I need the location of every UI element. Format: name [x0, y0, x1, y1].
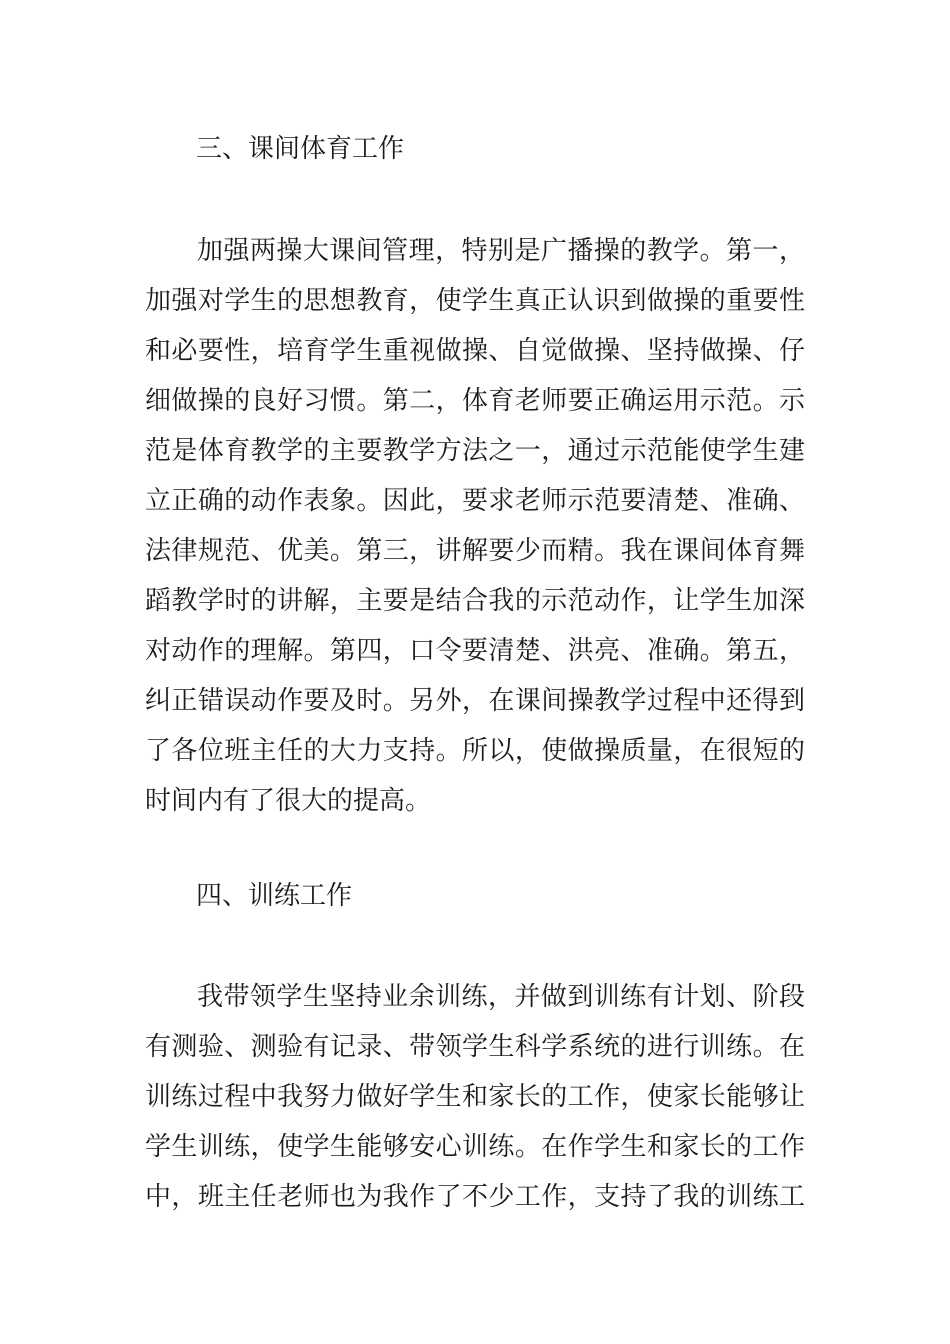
paragraph-line: 立正确的动作表象。因此，要求老师示范要清楚、准确、: [145, 486, 805, 516]
paragraph-line: 法律规范、优美。第三，讲解要少而精。我在课间体育舞: [145, 536, 805, 566]
paragraph-line: 细做操的良好习惯。第二，体育老师要正确运用示范。示: [145, 386, 805, 416]
paragraph-line: 范是体育教学的主要教学方法之一，通过示范能使学生建: [145, 436, 805, 466]
paragraph-line: 蹈教学时的讲解，主要是结合我的示范动作，让学生加深: [145, 586, 805, 616]
paragraph-line: 对动作的理解。第四，口令要清楚、洪亮、准确。第五，: [145, 636, 805, 666]
paragraph-line: 有测验、测验有记录、带领学生科学系统的进行训练。在: [145, 1032, 805, 1062]
paragraph-line: 训练过程中我努力做好学生和家长的工作，使家长能够让: [145, 1082, 805, 1112]
paragraph-line: 学生训练，使学生能够安心训练。在作学生和家长的工作: [145, 1132, 805, 1162]
paragraph-line: 纠正错误动作要及时。另外，在课间操教学过程中还得到: [145, 686, 805, 716]
section-4-paragraph: [145, 972, 805, 1222]
paragraph-line: 我带领学生坚持业余训练，并做到训练有计划、阶段: [197, 982, 805, 1012]
paragraph-line: 和必要性，培育学生重视做操、自觉做操、坚持做操、仔: [145, 336, 805, 366]
paragraph-line: 了各位班主任的大力支持。所以，使做操质量，在很短的: [145, 736, 805, 766]
section-heading-3: 三、课间体育工作: [196, 134, 405, 164]
section-3-paragraph: [145, 226, 805, 826]
paragraph-line: 中，班主任老师也为我作了不少工作，支持了我的训练工: [145, 1182, 805, 1212]
paragraph-line: 加强两操大课间管理，特别是广播操的教学。第一，: [197, 236, 805, 266]
section-heading-4: 四、训练工作: [196, 881, 353, 911]
paragraph-line: 时间内有了很大的提高。: [145, 786, 432, 816]
paragraph-line: 加强对学生的思想教育，使学生真正认识到做操的重要性: [145, 286, 805, 316]
